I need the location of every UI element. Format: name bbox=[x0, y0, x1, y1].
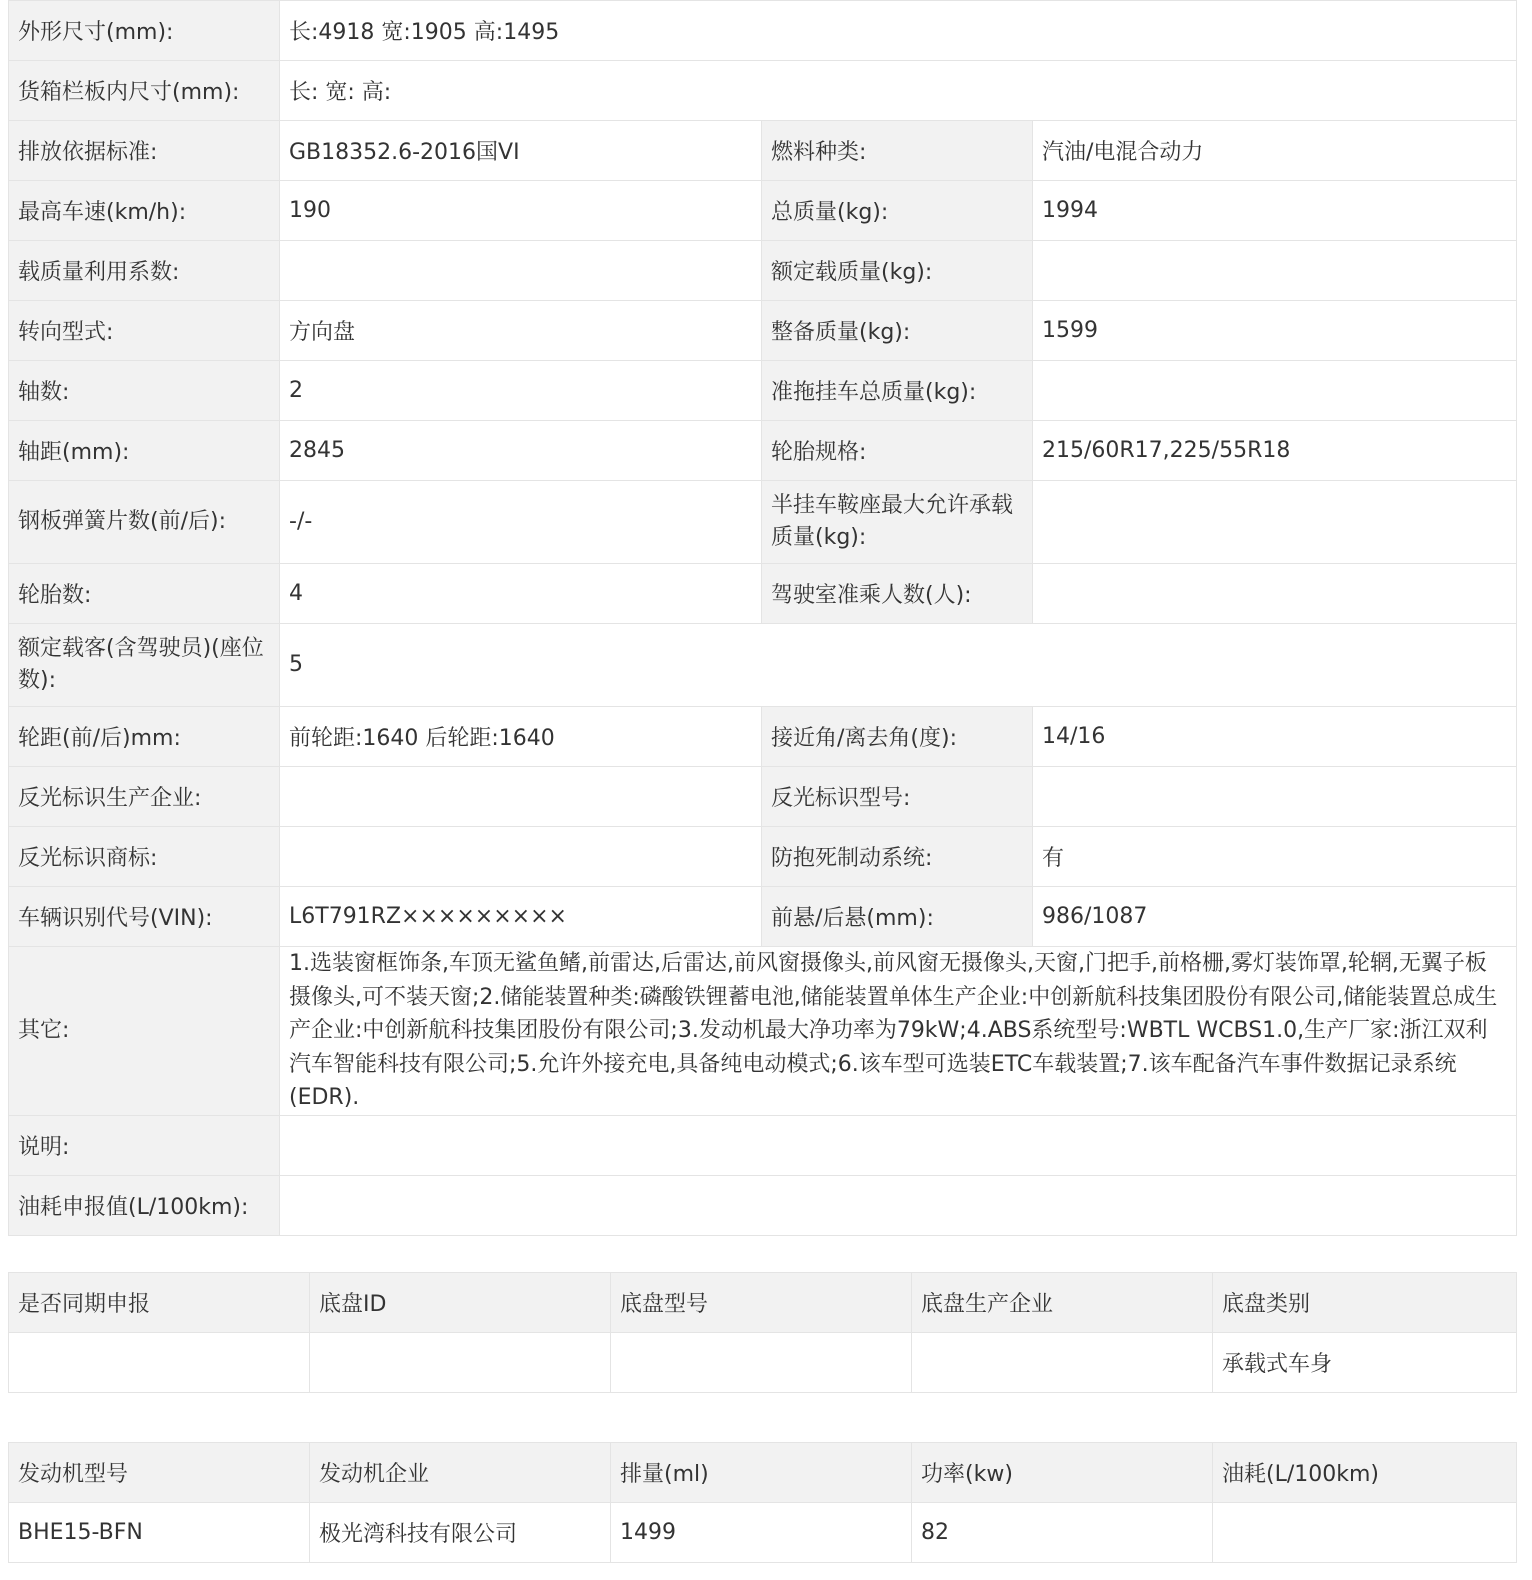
rated-load-label: 额定载质量(kg): bbox=[762, 241, 1033, 301]
fuel-cons-value bbox=[280, 1175, 1517, 1235]
table-row bbox=[9, 827, 1517, 887]
table-row bbox=[9, 1, 1517, 61]
cab-label: 驾驶室准乘人数(人): bbox=[762, 564, 1033, 624]
table-cell: BHE15-BFN bbox=[9, 1503, 310, 1563]
load-coef-value bbox=[280, 241, 762, 301]
table-cell: 极光湾科技有限公司 bbox=[310, 1503, 611, 1563]
table-row bbox=[9, 61, 1517, 121]
seats-value: 5 bbox=[280, 624, 1517, 707]
table-row bbox=[9, 361, 1517, 421]
overhang-label: 前悬/后悬(mm): bbox=[762, 887, 1033, 947]
track-value: 前轮距:1640 后轮距:1640 bbox=[280, 707, 762, 767]
wheelbase-label: 轴距(mm): bbox=[9, 421, 280, 481]
fuel-value: 汽油/电混合动力 bbox=[1033, 121, 1517, 181]
table-row bbox=[9, 241, 1517, 301]
angle-label: 接近角/离去角(度): bbox=[762, 707, 1033, 767]
refl-brand-label: 反光标识商标: bbox=[9, 827, 280, 887]
column-header: 底盘类别 bbox=[1213, 1273, 1517, 1333]
column-header: 油耗(L/100km) bbox=[1213, 1443, 1517, 1503]
table-row bbox=[9, 564, 1517, 624]
table-row bbox=[9, 1333, 1517, 1393]
tire-spec-value: 215/60R17,225/55R18 bbox=[1033, 421, 1517, 481]
table-row bbox=[9, 301, 1517, 361]
table-header-row bbox=[9, 1443, 1517, 1503]
column-header: 功率(kw) bbox=[912, 1443, 1213, 1503]
engine-table bbox=[8, 1442, 1517, 1563]
table-cell bbox=[1213, 1503, 1517, 1563]
table-row bbox=[9, 1175, 1517, 1235]
table-header-row bbox=[9, 1273, 1517, 1333]
fuel-cons-label: 油耗申报值(L/100km): bbox=[9, 1175, 280, 1235]
vehicle-params-table bbox=[8, 0, 1517, 1236]
table-row bbox=[9, 887, 1517, 947]
table-cell bbox=[9, 1333, 310, 1393]
table-row bbox=[9, 481, 1517, 564]
abs-label: 防抱死制动系统: bbox=[762, 827, 1033, 887]
wheelbase-value: 2845 bbox=[280, 421, 762, 481]
table-row bbox=[9, 1503, 1517, 1563]
refl-model-value bbox=[1033, 767, 1517, 827]
tires-label: 轮胎数: bbox=[9, 564, 280, 624]
spring-value: -/- bbox=[280, 481, 762, 564]
spring-label: 钢板弹簧片数(前/后): bbox=[9, 481, 280, 564]
table-cell bbox=[611, 1333, 912, 1393]
table-row bbox=[9, 421, 1517, 481]
refl-maker-value bbox=[280, 767, 762, 827]
cab-value bbox=[1033, 564, 1517, 624]
column-header: 排量(ml) bbox=[611, 1443, 912, 1503]
note-label: 说明: bbox=[9, 1115, 280, 1175]
speed-value: 190 bbox=[280, 181, 762, 241]
column-header: 底盘型号 bbox=[611, 1273, 912, 1333]
tires-value: 4 bbox=[280, 564, 762, 624]
tire-spec-label: 轮胎规格: bbox=[762, 421, 1033, 481]
abs-value: 有 bbox=[1033, 827, 1517, 887]
column-header: 是否同期申报 bbox=[9, 1273, 310, 1333]
other-label: 其它: bbox=[9, 947, 280, 1116]
angle-value: 14/16 bbox=[1033, 707, 1517, 767]
table-cell bbox=[912, 1333, 1213, 1393]
emission-value: GB18352.6-2016国VI bbox=[280, 121, 762, 181]
dims-label: 外形尺寸(mm): bbox=[9, 1, 280, 61]
semi-label: 半挂车鞍座最大允许承载质量(kg): bbox=[762, 481, 1033, 564]
table-row bbox=[9, 181, 1517, 241]
overhang-value: 986/1087 bbox=[1033, 887, 1517, 947]
table-row bbox=[9, 767, 1517, 827]
curb-label: 整备质量(kg): bbox=[762, 301, 1033, 361]
refl-model-label: 反光标识型号: bbox=[762, 767, 1033, 827]
note-value bbox=[280, 1115, 1517, 1175]
steering-label: 转向型式: bbox=[9, 301, 280, 361]
semi-value bbox=[1033, 481, 1517, 564]
rated-load-value bbox=[1033, 241, 1517, 301]
table-cell: 承载式车身 bbox=[1213, 1333, 1517, 1393]
other-value: 1.选装窗框饰条,车顶无鲨鱼鳍,前雷达,后雷达,前风窗摄像头,前风窗无摄像头,天窗,门把手,前格栅,雾灯装饰罩,轮辋,无翼子板摄像头,可不装天窗;2.储能装置种类:磷酸铁锂蓄电池,储能装置单体生产企业:中创新航科技集团股份有限公司,储能装置总成生产企业:中创新航科技集团股份有限公司;3.发动机最大净功率为79kW;4.ABS系统型号:WBTL WCBS1.0,生产厂家:浙江双利汽车智能科技有限公司;5.允许外接充电,具备纯电动模式;6.该车型可选装ETC车载装置;7.该车配备汽车事件数据记录系统(EDR). bbox=[280, 947, 1517, 1116]
trailer-label: 准拖挂车总质量(kg): bbox=[762, 361, 1033, 421]
table-row bbox=[9, 1115, 1517, 1175]
table-row bbox=[9, 624, 1517, 707]
cargo-label: 货箱栏板内尺寸(mm): bbox=[9, 61, 280, 121]
table-cell bbox=[310, 1333, 611, 1393]
speed-label: 最高车速(km/h): bbox=[9, 181, 280, 241]
fuel-label: 燃料种类: bbox=[762, 121, 1033, 181]
table-row bbox=[9, 947, 1517, 1116]
steering-value: 方向盘 bbox=[280, 301, 762, 361]
track-label: 轮距(前/后)mm: bbox=[9, 707, 280, 767]
column-header: 底盘生产企业 bbox=[912, 1273, 1213, 1333]
axles-value: 2 bbox=[280, 361, 762, 421]
curb-value: 1599 bbox=[1033, 301, 1517, 361]
vin-value: L6T791RZ××××××××× bbox=[280, 887, 762, 947]
column-header: 底盘ID bbox=[310, 1273, 611, 1333]
emission-label: 排放依据标准: bbox=[9, 121, 280, 181]
trailer-value bbox=[1033, 361, 1517, 421]
chassis-table bbox=[8, 1272, 1517, 1393]
seats-label: 额定载客(含驾驶员)(座位数): bbox=[9, 624, 280, 707]
column-header: 发动机企业 bbox=[310, 1443, 611, 1503]
total-mass-value: 1994 bbox=[1033, 181, 1517, 241]
vin-label: 车辆识别代号(VIN): bbox=[9, 887, 280, 947]
axles-label: 轴数: bbox=[9, 361, 280, 421]
table-row bbox=[9, 707, 1517, 767]
load-coef-label: 载质量利用系数: bbox=[9, 241, 280, 301]
refl-maker-label: 反光标识生产企业: bbox=[9, 767, 280, 827]
total-mass-label: 总质量(kg): bbox=[762, 181, 1033, 241]
cargo-value: 长: 宽: 高: bbox=[280, 61, 1517, 121]
table-cell: 82 bbox=[912, 1503, 1213, 1563]
table-row bbox=[9, 121, 1517, 181]
table-cell: 1499 bbox=[611, 1503, 912, 1563]
refl-brand-value bbox=[280, 827, 762, 887]
column-header: 发动机型号 bbox=[9, 1443, 310, 1503]
dims-value: 长:4918 宽:1905 高:1495 bbox=[280, 1, 1517, 61]
